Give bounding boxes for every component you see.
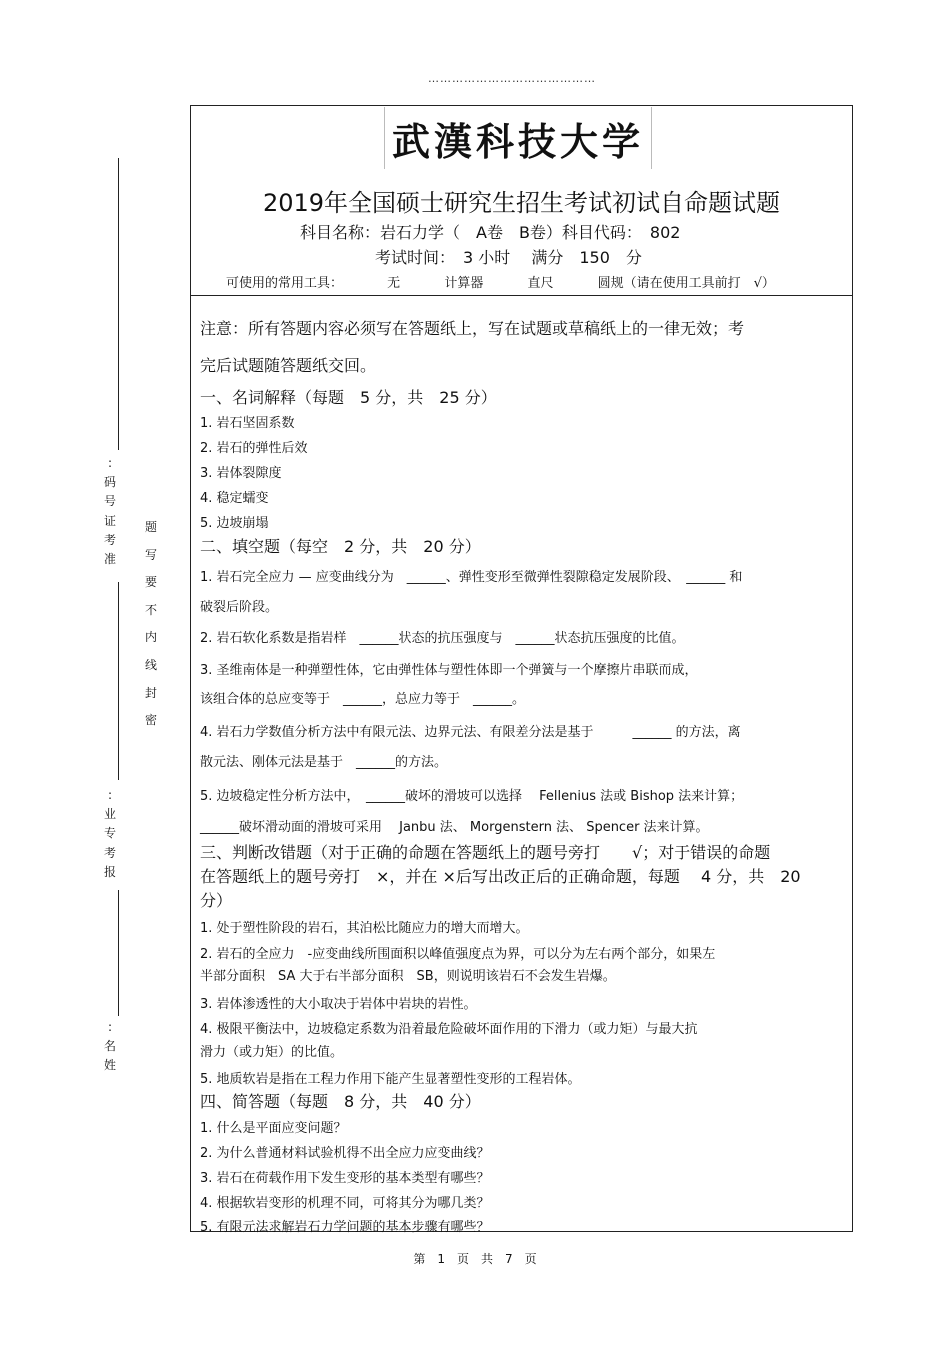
question-item: 1. 岩石坚固系数 [200,416,295,431]
question-line: 3. 圣维南体是一种弹塑性体，它由弹性体与塑性体即一个弹簧与一个摩擦片串联而成， [200,663,698,678]
tool-item: 直尺 [527,276,554,291]
question-line: 3. 岩体渗透性的大小取决于岩体中岩块的岩性。 [200,997,477,1012]
binding-line [118,582,119,780]
question-item: 3. 岩石在荷载作用下发生变形的基本类型有哪些？ [200,1171,490,1186]
question-line: 1. 处于塑性阶段的岩石，其泊松比随应力的增大而增大。 [200,921,529,936]
question-item: 1. 什么是平面应变问题？ [200,1121,347,1136]
question-line: 散元法、刚体元法是基于 ______的方法。 [200,755,448,770]
exam-title: 2019年全国硕士研究生招生考试初试自命题试题 [262,189,781,217]
tools-label: 可使用的常用工具： [226,276,344,291]
question-line: 滑力（或力矩）的比值。 [200,1045,344,1060]
question-line: 5. 边坡稳定性分析方法中， ______破坏的滑坡可以选择 Fellenius 法或 Bishop 法来计算； [200,789,744,804]
page-footer: 第 1 页 共 7 页 [413,1252,537,1266]
section-heading: 在答题纸上的题号旁打 ×，并在 ×后写出改正后的正确命题，每题 4 分，共 20 [200,867,801,886]
question-item: 4. 根据软岩变形的机理不同，可将其分为哪几类？ [200,1196,490,1211]
major-label: :业专考报 [103,788,116,879]
question-line: ______破坏滑动面的滑坡可采用 Janbu 法、 Morgenstern 法、 Spencer 法来计算。 [200,820,709,835]
section-heading: 一、名词解释（每题 5 分，共 25 分） [200,388,497,407]
section-heading: 三、判断改错题（对于正确的命题在答题纸上的题号旁打 √；对于错误的命题 [200,843,771,862]
seal-warning-text: 题写要不内线封密 [144,520,157,728]
question-line: 2. 岩石软化系数是指岩样 ______状态的抗压强度与 ______状态抗压强度的比值。 [200,631,685,646]
question-item: 5. 有限元法求解岩石力学问题的基本步骤有哪些？ [200,1220,490,1235]
tool-item: 无 [387,276,401,291]
question-line: 半部分面积 SA 大于右半部分面积 SB，则说明该岩石不会发生岩爆。 [200,969,616,984]
name-label: :名姓 [103,1020,116,1073]
section-heading: 四、简答题（每题 8 分，共 40 分） [200,1092,481,1111]
tools-line [226,272,815,291]
header-dots: …………………………………… [428,72,596,85]
exam-id-label: :码号证考准 [103,456,116,566]
binding-line [118,158,119,450]
question-line: 破裂后阶段。 [200,600,279,615]
binding-line [118,890,119,1016]
question-line: 5. 地质软岩是指在工程力作用下能产生显著塑性变形的工程岩体。 [200,1072,581,1087]
tool-item: 计算器 [444,276,484,291]
tool-item: 圆规（请在使用工具前打 √） [597,276,775,291]
question-line: 1. 岩石完全应力 — 应变曲线分为 ______、弹性变形至微弹性裂隙稳定发展阶段、 ______ 和 [200,570,743,585]
subject-line: 科目名称：岩石力学（ A卷 B卷）科目代码： 802 [300,223,681,242]
question-line: 4. 岩石力学数值分析方法中有限元法、边界元法、有限差分法是基于 ______ 的方法，离 [200,725,741,740]
question-item: 3. 岩体裂隙度 [200,466,282,481]
question-line: 2. 岩石的全应力 -应变曲线所围面积以峰值强度点为界，可以分为左右两个部分，如果左 [200,947,716,962]
section-heading: 分） [200,891,233,910]
header-divider [190,295,853,296]
notice-line: 完后试题随答题纸交回。 [200,356,377,375]
question-line: 4. 极限平衡法中，边坡稳定系数为沿着最危险破坏面作用的下滑力（或力矩）与最大抗 [200,1022,698,1037]
time-line: 考试时间： 3 小时 满分 150 分 [375,248,642,267]
question-item: 5. 边坡崩塌 [200,516,269,531]
notice-line: 注意：所有答题内容必须写在答题纸上，写在试题或草稿纸上的一律无效；考 [200,319,745,338]
question-item: 2. 为什么普通材料试验机得不出全应力应变曲线？ [200,1146,490,1161]
university-logo [384,107,652,169]
question-item: 4. 稳定蠕变 [200,491,269,506]
logo-text: 武漢科技大学 [391,118,644,164]
section-heading: 二、填空题（每空 2 分，共 20 分） [200,537,481,556]
question-item: 2. 岩石的弹性后效 [200,441,308,456]
question-line: 该组合体的总应变等于 ______，总应力等于 ______。 [200,692,526,707]
